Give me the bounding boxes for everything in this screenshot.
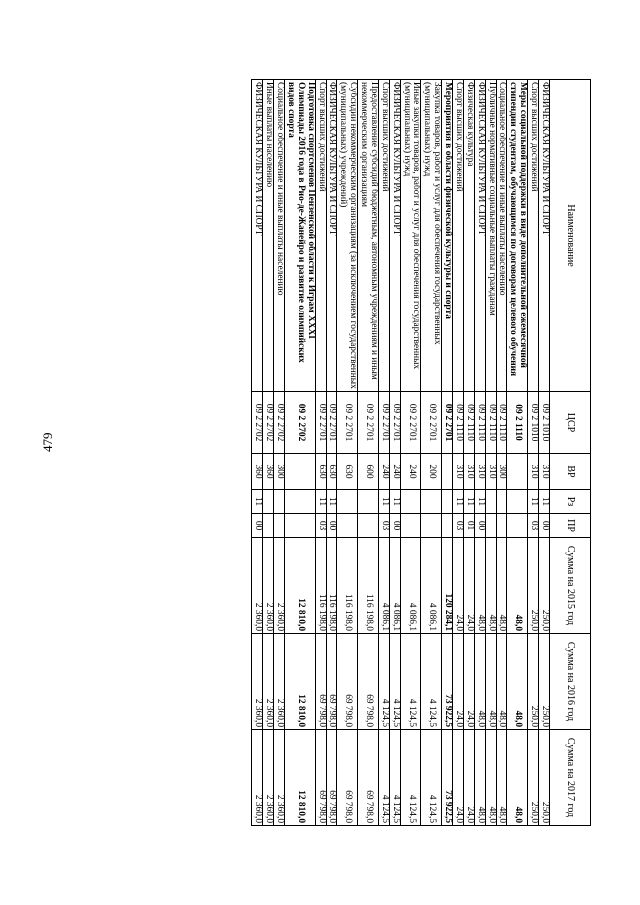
budget-table [252,79,592,826]
table-row [485,80,496,826]
cell-csr: 09 2 2701 [442,392,453,454]
table-row [379,80,390,826]
cell-pr: 00 [252,514,263,538]
cell-vr: 600 [358,454,379,490]
cell-sum-2017: 4 124,5 [389,730,400,826]
cell-pr: 00 [389,514,400,538]
cell-csr: 09 2 2701 [379,392,390,454]
cell-sum-2016: 12 810,0 [285,634,316,730]
table-row [252,80,263,826]
cell-pr: 00 [539,514,550,538]
cell-sum-2016: 48,0 [507,634,528,730]
page-number: 479 [40,432,55,452]
cell-vr: 310 [528,454,539,490]
header-csr: ЦСР [550,392,591,454]
cell-pr: 03 [315,514,326,538]
cell-csr: 09 2 1110 [464,392,475,454]
cell-csr: 09 2 2701 [315,392,326,454]
cell-vr: 240 [379,454,390,490]
cell-sum-2015: 116 198,0 [358,538,379,634]
cell-name: Социальное обеспечение и иные выплаты населению [274,80,285,392]
cell-rz [442,490,453,514]
cell-vr: 310 [464,454,475,490]
cell-sum-2015: 116 198,0 [315,538,326,634]
cell-name: Спорт высших достижений [453,80,464,392]
cell-vr: 310 [474,454,485,490]
cell-csr: 09 2 2702 [252,392,263,454]
cell-vr: 630 [326,454,337,490]
cell-sum-2015: 48,0 [496,538,507,634]
table-row [337,80,358,826]
cell-csr: 09 2 2702 [263,392,274,454]
cell-sum-2015: 24,0 [464,538,475,634]
cell-pr [358,514,379,538]
cell-name: Закупка товаров, работ и услуг для обеспечения государственных (муниципальных) нужд [421,80,442,392]
cell-sum-2016: 250,0 [539,634,550,730]
header-name: Наименование [550,80,591,392]
cell-sum-2016: 48,0 [496,634,507,730]
cell-sum-2015: 120 284,1 [442,538,453,634]
cell-sum-2016: 24,0 [453,634,464,730]
cell-vr: 310 [453,454,464,490]
cell-vr [442,454,453,490]
cell-sum-2015: 24,0 [453,538,464,634]
cell-sum-2017: 2 360,0 [274,730,285,826]
cell-csr: 09 2 2701 [326,392,337,454]
cell-vr: 360 [252,454,263,490]
cell-sum-2017: 250,0 [539,730,550,826]
cell-sum-2016: 4 124,5 [421,634,442,730]
table-row [442,80,453,826]
cell-pr [337,514,358,538]
table-row [274,80,285,826]
cell-csr: 09 2 2701 [337,392,358,454]
cell-sum-2016: 69 798,0 [315,634,326,730]
cell-sum-2015: 4 086,1 [379,538,390,634]
cell-rz [421,490,442,514]
cell-sum-2017: 12 810,0 [285,730,316,826]
cell-sum-2015: 2 360,0 [263,538,274,634]
cell-name: Подготовка спортсменов Пензенской области к Играм XXXI Олимпиады 2016 года в Рио-де-Жанейро и развитие олимпийских видов спорта [285,80,316,392]
cell-sum-2016: 48,0 [485,634,496,730]
cell-sum-2017: 4 124,5 [400,730,421,826]
cell-sum-2016: 69 798,0 [326,634,337,730]
cell-csr: 09 2 1110 [453,392,464,454]
table-row [539,80,550,826]
cell-rz: 11 [315,490,326,514]
cell-pr: 00 [326,514,337,538]
cell-sum-2016: 69 798,0 [337,634,358,730]
table-row [263,80,274,826]
cell-sum-2017: 48,0 [485,730,496,826]
table-row [400,80,421,826]
cell-pr [507,514,528,538]
cell-csr: 09 2 2701 [389,392,400,454]
cell-sum-2015: 4 086,1 [421,538,442,634]
cell-vr: 630 [337,454,358,490]
cell-name: Социальное обеспечение и иные выплаты населению [496,80,507,392]
cell-rz: 11 [539,490,550,514]
cell-pr: 03 [379,514,390,538]
cell-sum-2017: 24,0 [464,730,475,826]
cell-sum-2016: 4 124,5 [389,634,400,730]
cell-csr: 09 2 1110 [496,392,507,454]
cell-name: Спорт высших достижений [315,80,326,392]
cell-sum-2017: 250,0 [528,730,539,826]
cell-name: ФИЗИЧЕСКАЯ КУЛЬТУРА И СПОРТ [474,80,485,392]
cell-name: ФИЗИЧЕСКАЯ КУЛЬТУРА И СПОРТ [539,80,550,392]
cell-pr [485,514,496,538]
cell-rz [400,490,421,514]
cell-name: ФИЗИЧЕСКАЯ КУЛЬТУРА И СПОРТ [252,80,263,392]
table-header-row [550,80,591,826]
cell-sum-2016: 250,0 [528,634,539,730]
cell-name: Мероприятия в области физической культуры и спорта [442,80,453,392]
cell-name: Спорт высших достижений [379,80,390,392]
table-row [464,80,475,826]
cell-sum-2015: 48,0 [474,538,485,634]
cell-rz: 11 [389,490,400,514]
cell-sum-2017: 4 124,5 [379,730,390,826]
cell-sum-2015: 48,0 [485,538,496,634]
cell-csr: 09 2 1110 [485,392,496,454]
cell-rz [337,490,358,514]
cell-sum-2015: 48,0 [507,538,528,634]
cell-csr: 09 2 2701 [421,392,442,454]
cell-sum-2016: 4 124,5 [379,634,390,730]
cell-rz: 11 [379,490,390,514]
table-body [252,80,550,826]
cell-csr: 09 2 2702 [274,392,285,454]
cell-sum-2017: 24,0 [453,730,464,826]
cell-sum-2017: 69 798,0 [358,730,379,826]
table-row [389,80,400,826]
cell-sum-2017: 48,0 [474,730,485,826]
cell-sum-2015: 116 198,0 [337,538,358,634]
cell-vr: 310 [539,454,550,490]
cell-name: Иные закупки товаров, работ и услуг для обеспечения государственных (муниципальных) нужд [400,80,421,392]
cell-sum-2017: 69 798,0 [337,730,358,826]
cell-pr [421,514,442,538]
table-row [285,80,316,826]
header-pr: ПР [550,514,591,538]
cell-rz: 11 [326,490,337,514]
table-row [326,80,337,826]
header-sum-2017: Сумма на 2017 год [550,730,591,826]
header-vr: ВР [550,454,591,490]
cell-vr: 200 [421,454,442,490]
cell-pr: 01 [464,514,475,538]
table-row [496,80,507,826]
table-row [421,80,442,826]
cell-rz [263,490,274,514]
table-row [358,80,379,826]
cell-vr [507,454,528,490]
cell-pr [263,514,274,538]
cell-pr [496,514,507,538]
cell-sum-2017: 48,0 [507,730,528,826]
cell-vr: 300 [496,454,507,490]
cell-rz: 11 [252,490,263,514]
cell-rz [507,490,528,514]
header-sum-2016: Сумма на 2016 год [550,634,591,730]
cell-vr: 310 [485,454,496,490]
cell-csr: 09 2 2701 [358,392,379,454]
cell-sum-2015: 4 086,1 [389,538,400,634]
cell-vr: 630 [315,454,326,490]
cell-pr [274,514,285,538]
cell-name: ФИЗИЧЕСКАЯ КУЛЬТУРА И СПОРТ [389,80,400,392]
cell-sum-2016: 2 360,0 [263,634,274,730]
cell-sum-2017: 73 922,5 [442,730,453,826]
rotated-table-container [69,79,591,825]
cell-sum-2017: 48,0 [496,730,507,826]
header-sum-2015: Сумма на 2015 год [550,538,591,634]
cell-pr [285,514,316,538]
cell-sum-2017: 69 798,0 [315,730,326,826]
cell-rz [358,490,379,514]
cell-pr: 03 [528,514,539,538]
cell-csr: 09 2 1010 [528,392,539,454]
cell-vr [285,454,316,490]
cell-sum-2015: 2 360,0 [274,538,285,634]
cell-name: Меры социальной поддержки в виде дополнительной ежемесячной стипендии студентам, обучающимся по договорам целевого обучения [507,80,528,392]
cell-sum-2016: 2 360,0 [252,634,263,730]
cell-vr: 300 [274,454,285,490]
cell-csr: 09 2 1010 [539,392,550,454]
cell-sum-2017: 2 360,0 [252,730,263,826]
cell-rz [496,490,507,514]
cell-pr: 03 [453,514,464,538]
cell-sum-2016: 4 124,5 [400,634,421,730]
cell-sum-2015: 2 360,0 [252,538,263,634]
cell-rz [485,490,496,514]
cell-name: Субсидии некоммерческим организациям (за исключением государственных (муниципальных) учреждений) [337,80,358,392]
cell-csr: 09 2 1110 [474,392,485,454]
cell-sum-2016: 24,0 [464,634,475,730]
cell-sum-2015: 250,0 [528,538,539,634]
cell-name: ФИЗИЧЕСКАЯ КУЛЬТУРА И СПОРТ [326,80,337,392]
cell-vr: 360 [263,454,274,490]
table-row [315,80,326,826]
cell-csr: 09 2 2701 [400,392,421,454]
table-row [453,80,464,826]
cell-sum-2015: 4 086,1 [400,538,421,634]
cell-pr: 00 [474,514,485,538]
cell-sum-2017: 69 798,0 [326,730,337,826]
cell-sum-2015: 116 198,0 [326,538,337,634]
cell-csr: 09 2 1110 [507,392,528,454]
table-row [528,80,539,826]
cell-vr: 240 [400,454,421,490]
cell-rz: 11 [453,490,464,514]
cell-sum-2016: 2 360,0 [274,634,285,730]
cell-rz: 11 [474,490,485,514]
cell-sum-2017: 4 124,5 [421,730,442,826]
cell-sum-2015: 12 810,0 [285,538,316,634]
cell-name: Спорт высших достижений [528,80,539,392]
cell-sum-2016: 48,0 [474,634,485,730]
cell-sum-2016: 73 922,5 [442,634,453,730]
cell-rz [274,490,285,514]
table-row [507,80,528,826]
table-row [474,80,485,826]
cell-csr: 09 2 2702 [285,392,316,454]
header-rz: Рз [550,490,591,514]
cell-sum-2016: 69 798,0 [358,634,379,730]
cell-rz: 11 [528,490,539,514]
cell-name: Предоставление субсидий бюджетным, автономным учреждениям и иным некоммерческим организациям [358,80,379,392]
cell-rz: 11 [464,490,475,514]
cell-pr [400,514,421,538]
cell-pr [442,514,453,538]
cell-sum-2017: 2 360,0 [263,730,274,826]
cell-name: Иные выплаты населению [263,80,274,392]
cell-name: Физическая культура [464,80,475,392]
cell-name: Публичные нормативные социальные выплаты гражданам [485,80,496,392]
cell-sum-2015: 250,0 [539,538,550,634]
cell-vr: 240 [389,454,400,490]
cell-rz [285,490,316,514]
